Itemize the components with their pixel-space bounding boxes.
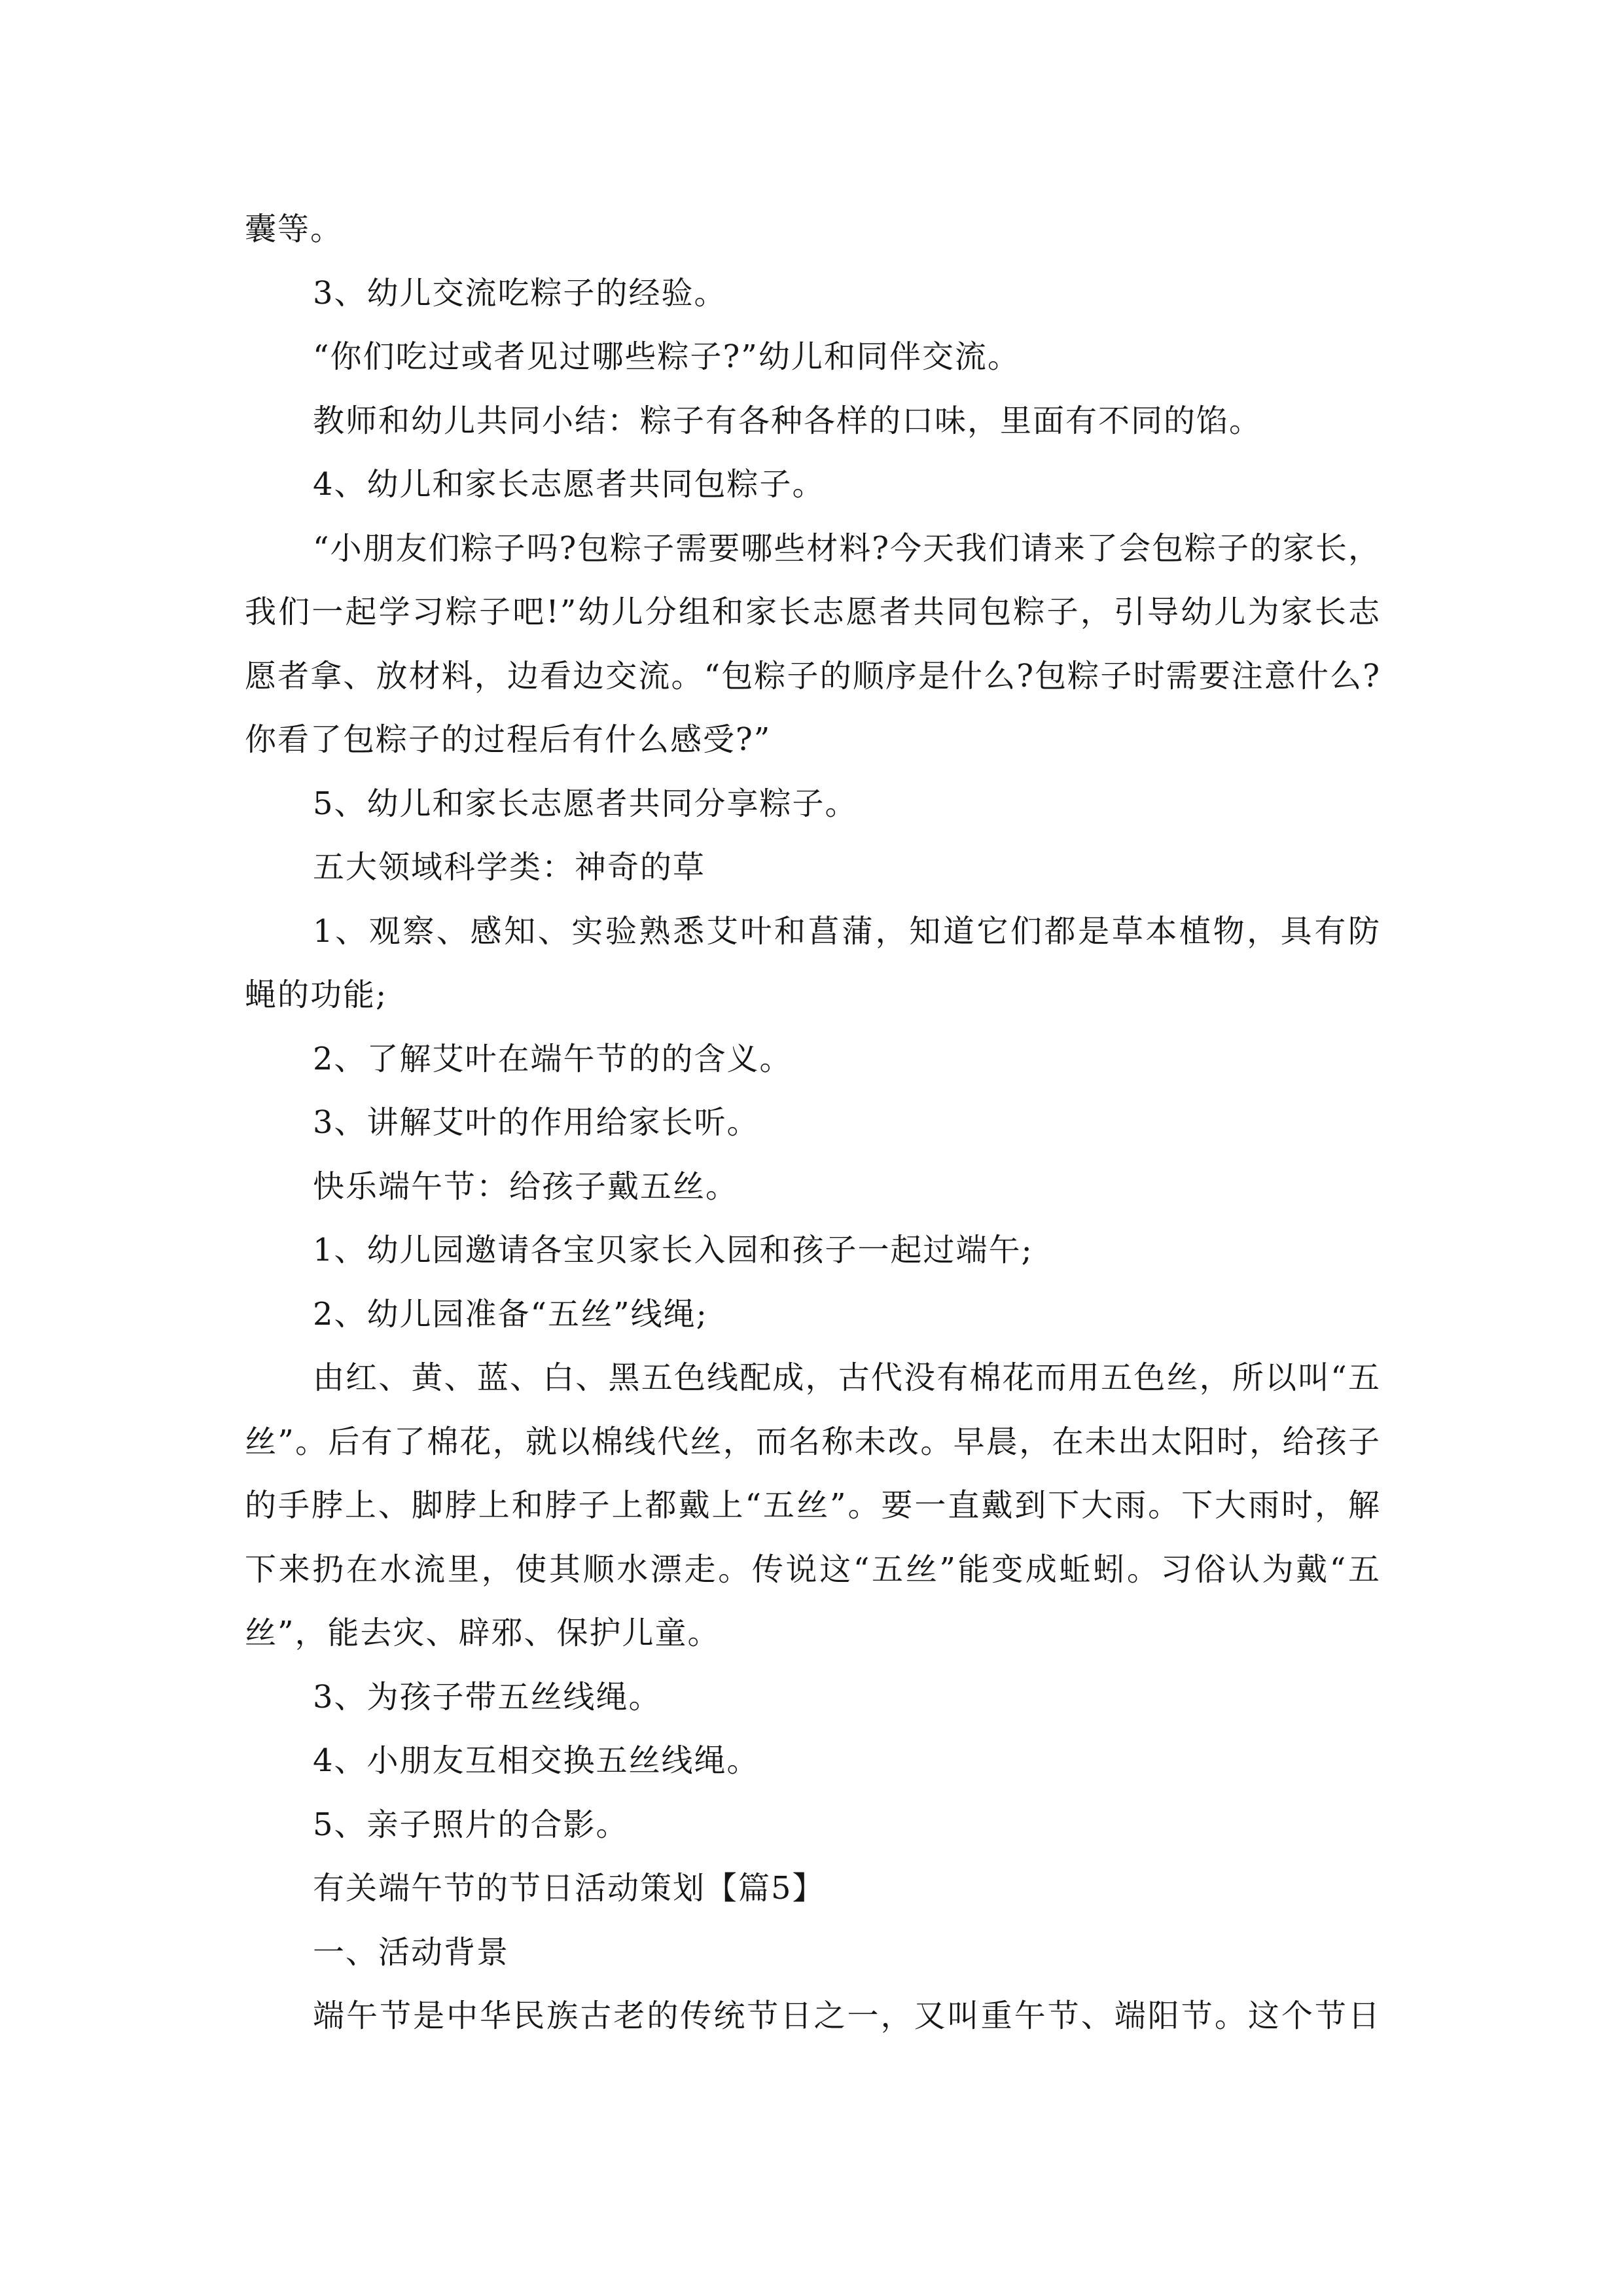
text-line: 有关端午节的节日活动策划【篇5】: [313, 1870, 825, 1907]
text-line: 你看了包粽子的过程后有什么感受?”: [245, 721, 772, 758]
text-line: 4、幼儿和家长志愿者共同包粽子。: [313, 466, 825, 503]
text-line: 快乐端午节：给孩子戴五丝。: [313, 1168, 739, 1205]
text-line: 5、幼儿和家长志愿者共同分享粽子。: [313, 785, 858, 822]
text-line: 4、小朋友互相交换五丝线绳。: [313, 1742, 760, 1779]
text-line: 下来扔在水流里，使其顺水漂走。传说这“五丝”能变成蚯蚓。习俗认为戴“五: [245, 1551, 1381, 1588]
text-line: 由红、黄、蓝、白、黑五色线配成，古代没有棉花而用五色丝，所以叫“五: [313, 1359, 1381, 1396]
text-line: 3、为孩子带五丝线绳。: [313, 1678, 662, 1715]
text-line: “小朋友们粽子吗?包粽子需要哪些材料?今天我们请来了会包粽子的家长，: [313, 529, 1381, 567]
text-line: 囊等。: [245, 211, 344, 247]
text-line: 蝇的功能;: [245, 977, 388, 1013]
text-line: 我们一起学习粽子吧!”幼儿分组和家长志愿者共同包粽子，引导幼儿为家长志: [245, 594, 1381, 630]
text-line: 1、幼儿园邀请各宝贝家长入园和孩子一起过端午;: [313, 1232, 1033, 1268]
text-line: 教师和幼儿共同小结：粽子有各种各样的口味，里面有不同的馅。: [313, 402, 1262, 439]
text-line: 愿者拿、放材料，边看边交流。“包粽子的顺序是什么?包粽子时需要注意什么?: [245, 657, 1381, 694]
text-line: 3、讲解艾叶的作用给家长听。: [313, 1104, 760, 1141]
text-line: 丝”，能去灾、辟邪、保护儿童。: [245, 1615, 721, 1651]
text-line: “你们吃过或者见过哪些粽子?”幼儿和同伴交流。: [313, 338, 1020, 375]
text-line: 端午节是中华民族古老的传统节日之一，又叫重午节、端阳节。这个节日: [313, 1998, 1381, 2034]
text-line: 2、了解艾叶在端午节的的含义。: [313, 1040, 793, 1077]
document-body: [245, 198, 1381, 2049]
text-line: 2、幼儿园准备“五丝”线绳;: [313, 1295, 708, 1333]
text-line: 丝”。后有了棉花，就以棉线代丝，而名称未改。早晨，在未出太阳时，给孩子: [245, 1423, 1381, 1460]
text-line: 五大领域科学类：神奇的草: [313, 849, 706, 886]
text-line: 的手脖上、脚脖上和脖子上都戴上“五丝”。要一直戴到下大雨。下大雨时，解: [245, 1487, 1381, 1524]
text-line: 3、幼儿交流吃粽子的经验。: [313, 274, 727, 312]
text-line: 5、亲子照片的合影。: [313, 1806, 629, 1843]
text-line: 一、活动背景: [313, 1933, 510, 1971]
text-line: 1、观察、感知、实验熟悉艾叶和菖蒲，知道它们都是草本植物，具有防: [313, 912, 1381, 950]
